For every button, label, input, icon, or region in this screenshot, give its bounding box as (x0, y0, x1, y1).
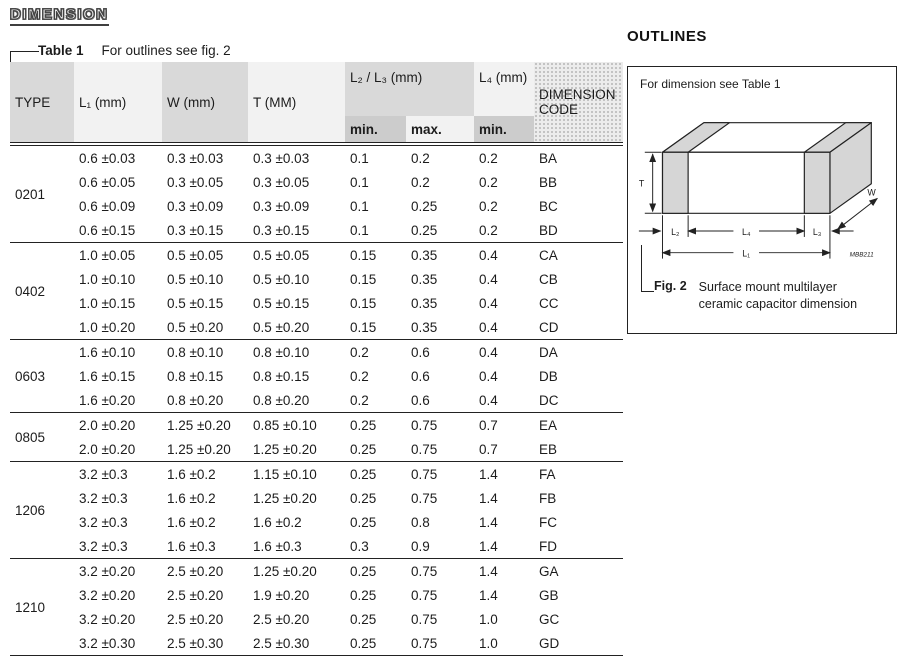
type-cell: 1210 (10, 559, 74, 656)
table-cell: 0.5 ±0.05 (248, 243, 345, 268)
l2-label: L₂ (671, 226, 680, 237)
table-cell: 0.6 ±0.15 (79, 222, 136, 238)
table-cell: 0.35 (411, 319, 438, 335)
table-cell: 1.4 (474, 462, 534, 487)
table-cell: 0.4 (479, 319, 498, 335)
table-cell: 0.5 ±0.10 (253, 271, 310, 287)
table-cell: 0.6 (411, 392, 430, 408)
col-header-t: T (MM) (248, 62, 345, 144)
table-cell: 0.25 (411, 222, 438, 238)
table-cell: 0.4 (479, 392, 498, 408)
table-row (10, 462, 623, 487)
table-cell: CD (539, 319, 559, 335)
table-cell: 0.1 (350, 174, 369, 190)
table-cell: 1.6 ±0.2 (167, 514, 216, 530)
table-cell: 0.2 (479, 222, 498, 238)
table-cell: 0.75 (411, 587, 438, 603)
table-row (10, 364, 623, 388)
outlines-note: For dimension see Table 1 (640, 77, 781, 91)
table-cell: 0.15 (350, 271, 377, 287)
table-row (10, 315, 623, 340)
table-cell: 1.9 ±0.20 (253, 587, 310, 603)
table-cell: 1.6 ±0.10 (74, 340, 162, 365)
table-cell: 1.4 (474, 559, 534, 584)
table-cell: 3.2 ±0.20 (79, 587, 136, 603)
table-cell: 0.75 (411, 490, 438, 506)
table-cell: 2.5 ±0.30 (167, 635, 224, 651)
table-cell: 0.35 (411, 295, 438, 311)
table-cell: 0.5 ±0.15 (167, 295, 224, 311)
table-cell: 1.0 ±0.20 (79, 319, 136, 335)
table-cell: 0.35 (411, 271, 438, 287)
table-cell: 0.15 (350, 319, 377, 335)
table-cell: 3.2 ±0.20 (74, 559, 162, 584)
table-cell: 1.15 ±0.10 (248, 462, 345, 487)
table-cell: 0.75 (411, 635, 438, 651)
type-cell: 0603 (10, 340, 74, 413)
table-row (10, 437, 623, 462)
table-cell: 0.3 ±0.09 (167, 198, 224, 214)
page-title: DIMENSION (10, 6, 109, 26)
table-cell: 0.15 (350, 295, 377, 311)
table-cell: 0.85 ±0.10 (248, 413, 345, 438)
table-cell: 0.2 (411, 150, 430, 166)
type-cell: 0805 (10, 413, 74, 462)
table-cell: 1.25 ±0.20 (248, 559, 345, 584)
table-cell: 0.6 (411, 368, 430, 384)
table-cell: EB (539, 441, 558, 457)
table-cell: 1.0 ±0.15 (79, 295, 136, 311)
table-cell: 0.4 (479, 368, 498, 384)
type-cell: 0402 (10, 243, 74, 340)
table-cell: FB (539, 490, 557, 506)
table-cell: GC (539, 611, 560, 627)
table-cell: 0.2 (345, 340, 406, 365)
table-cell: FA (534, 462, 623, 487)
table-cell: 0.9 (411, 538, 430, 554)
table-row (10, 486, 623, 510)
table-cell: BD (539, 222, 558, 238)
table-cell: 2.0 ±0.20 (74, 413, 162, 438)
col-header-l1: L₁ (mm) (74, 62, 162, 144)
table-cell: 0.35 (406, 243, 474, 268)
table-cell: CB (539, 271, 558, 287)
l3-label: L₃ (812, 226, 822, 237)
table-cell: 2.5 ±0.20 (167, 587, 224, 603)
table-cell: GD (539, 635, 560, 651)
table-cell: 2.0 ±0.20 (79, 441, 136, 457)
type-cell: 1206 (10, 462, 74, 559)
table-cell: 0.25 (350, 490, 377, 506)
table-cell: 0.25 (345, 413, 406, 438)
table-cell: 1.0 (479, 635, 498, 651)
table-cell: 1.0 ±0.05 (74, 243, 162, 268)
table-cell: 0.4 (474, 243, 534, 268)
col-header-w: W (mm) (162, 62, 248, 144)
figure-caption-bracket (641, 245, 654, 292)
table-cell: 0.4 (474, 340, 534, 365)
figure-caption-label: Fig. 2 (654, 279, 687, 293)
table-cell: 0.2 (350, 392, 369, 408)
table-cell: 0.4 (479, 295, 498, 311)
table-row (10, 340, 623, 365)
col-subheader-l2l3-min: min. (345, 116, 406, 144)
table-cell: GB (539, 587, 559, 603)
table-cell: 0.3 ±0.15 (253, 222, 310, 238)
table-cell: 1.6 ±0.15 (79, 368, 136, 384)
table-row (10, 291, 623, 315)
figure-code: MBB211 (849, 251, 874, 259)
table-cell: 2.5 ±0.20 (253, 611, 310, 627)
table-cell: 2.5 ±0.30 (253, 635, 310, 651)
table-cell: 0.3 ±0.03 (167, 150, 224, 166)
table-cell: 0.7 (474, 413, 534, 438)
table-row (10, 218, 623, 243)
table-cell: 0.6 ±0.03 (79, 150, 136, 166)
table-row (10, 583, 623, 607)
table-cell: 0.3 ±0.09 (253, 198, 310, 214)
table-cell: 0.7 (479, 441, 498, 457)
table-header (10, 62, 623, 144)
table-cell: 0.5 ±0.20 (253, 319, 310, 335)
table-row (10, 170, 623, 194)
table-cell: 1.0 ±0.10 (79, 271, 136, 287)
table-cell: EA (534, 413, 623, 438)
table-cell: 0.8 ±0.10 (248, 340, 345, 365)
table-cell: 3.2 ±0.3 (74, 462, 162, 487)
table-cell: 3.2 ±0.3 (79, 514, 128, 530)
table-cell: 0.75 (406, 559, 474, 584)
table-row (10, 144, 623, 170)
table-row (10, 388, 623, 413)
table-cell: 0.25 (345, 559, 406, 584)
table-cell: 0.25 (350, 587, 377, 603)
table-cell: 1.4 (479, 514, 498, 530)
table-note: For outlines see fig. 2 (101, 43, 231, 58)
table-cell: 0.2 (411, 174, 430, 190)
col-header-l4: L₄ (mm) (474, 62, 534, 116)
table-cell: 0.15 (345, 243, 406, 268)
table-cell: BB (539, 174, 558, 190)
table-cell: 2.5 ±0.20 (162, 559, 248, 584)
table-cell: 0.3 ±0.15 (167, 222, 224, 238)
table-cell: 0.8 ±0.15 (167, 368, 224, 384)
table-cell: BC (539, 198, 558, 214)
table-cell: 0.5 ±0.05 (162, 243, 248, 268)
table-cell: 0.5 ±0.10 (167, 271, 224, 287)
table-cell: 1.25 ±0.20 (162, 413, 248, 438)
l4-label: L₄ (741, 226, 751, 237)
table-cell: 3.2 ±0.3 (79, 538, 128, 554)
table-cell: 0.8 (411, 514, 430, 530)
table-cell: 0.25 (350, 514, 377, 530)
table-cell: 0.5 ±0.20 (167, 319, 224, 335)
table-cell: 0.25 (350, 441, 377, 457)
table-cell: 3.2 ±0.20 (79, 611, 136, 627)
col-subheader-l2l3-max: max. (406, 116, 474, 144)
table-cell: 1.4 (479, 587, 498, 603)
table-cell: DC (539, 392, 559, 408)
table-cell: FC (539, 514, 557, 530)
table-cell: 0.25 (411, 198, 438, 214)
table-cell: 1.4 (479, 538, 498, 554)
table-cell: 1.25 ±0.20 (167, 441, 231, 457)
table-cell: 0.75 (406, 413, 474, 438)
table-cell: 3.2 ±0.3 (79, 490, 128, 506)
outlines-title: OUTLINES (627, 28, 707, 45)
table-label: Table 1 (38, 43, 84, 58)
table-cell: 1.6 ±0.3 (167, 538, 216, 554)
table-row (10, 194, 623, 218)
capacitor-drawing-svg (631, 103, 891, 272)
table-cell: 0.75 (411, 441, 438, 457)
table-cell: 0.25 (345, 462, 406, 487)
table-row (10, 534, 623, 559)
table-cell: 0.8 ±0.20 (167, 392, 224, 408)
table-body (10, 144, 623, 656)
table-cell: 3.2 ±0.30 (79, 635, 136, 651)
table-cell: 0.1 (350, 198, 369, 214)
col-header-type: TYPE (10, 62, 74, 144)
table-cell: 0.75 (406, 462, 474, 487)
table-row (10, 243, 623, 268)
table-cell: 0.1 (350, 222, 369, 238)
table-cell: 1.6 ±0.2 (162, 462, 248, 487)
table-label-row (38, 43, 231, 58)
l1-label: L₁ (742, 248, 751, 259)
table-row (10, 559, 623, 584)
table-cell: 0.8 ±0.15 (253, 368, 310, 384)
table-cell: 2.5 ±0.20 (167, 611, 224, 627)
figure-caption (654, 279, 867, 313)
table-cell: 0.6 (406, 340, 474, 365)
table-cell: 0.3 ±0.05 (253, 174, 310, 190)
table-cell: 1.6 ±0.20 (79, 392, 136, 408)
table-cell: 0.2 (479, 174, 498, 190)
table-cell: 0.4 (479, 271, 498, 287)
table-cell: BA (539, 150, 558, 166)
table-cell: 1.6 ±0.3 (253, 538, 302, 554)
table-cell: 1.0 (479, 611, 498, 627)
table-cell: 1.25 ±0.20 (253, 441, 317, 457)
figure-caption-text: Surface mount multilayer ceramic capacitor dimension (698, 280, 858, 311)
table-cell: CA (534, 243, 623, 268)
table-cell: 0.6 ±0.05 (79, 174, 136, 190)
table-row (10, 607, 623, 631)
table-cell: 0.2 (350, 368, 369, 384)
table-cell: 0.2 (479, 150, 498, 166)
table-cell: 0.8 ±0.10 (162, 340, 248, 365)
col-header-dimension-code: DIMENSION CODE (534, 62, 623, 144)
table-cell: 0.75 (411, 611, 438, 627)
t-label: T (638, 178, 645, 189)
table-cell: 0.2 (479, 198, 498, 214)
table-cell: DB (539, 368, 558, 384)
table-cell: 0.6 ±0.09 (79, 198, 136, 214)
table-cell: 0.25 (350, 635, 377, 651)
table-cell: 1.6 ±0.2 (253, 514, 302, 530)
table-cell: 0.25 (350, 611, 377, 627)
table-cell: 0.3 ±0.03 (253, 150, 310, 166)
capacitor-body (663, 123, 872, 214)
table-cell: 0.3 (350, 538, 369, 554)
table-cell: 0.3 ±0.05 (167, 174, 224, 190)
capacitor-figure (631, 103, 891, 277)
table-cell: FD (539, 538, 557, 554)
table-cell: 1.25 ±0.20 (253, 490, 317, 506)
dimension-table (10, 62, 623, 656)
outlines-figure-box (627, 66, 897, 334)
table-cell: GA (534, 559, 623, 584)
col-subheader-l4-min: min. (474, 116, 534, 144)
table-row (10, 267, 623, 291)
table-row (10, 413, 623, 438)
w-label: W (867, 187, 876, 198)
table-cell: DA (534, 340, 623, 365)
table-cell: CC (539, 295, 559, 311)
table-cell: 0.8 ±0.20 (253, 392, 310, 408)
table-cell: 0.5 ±0.15 (253, 295, 310, 311)
table-cell: 1.4 (479, 490, 498, 506)
table-row (10, 510, 623, 534)
col-header-l2-l3: L₂ / L₃ (mm) (345, 62, 474, 116)
table-cell: 0.1 (350, 150, 369, 166)
table-cell: 1.6 ±0.2 (167, 490, 216, 506)
type-cell: 0201 (15, 186, 46, 202)
